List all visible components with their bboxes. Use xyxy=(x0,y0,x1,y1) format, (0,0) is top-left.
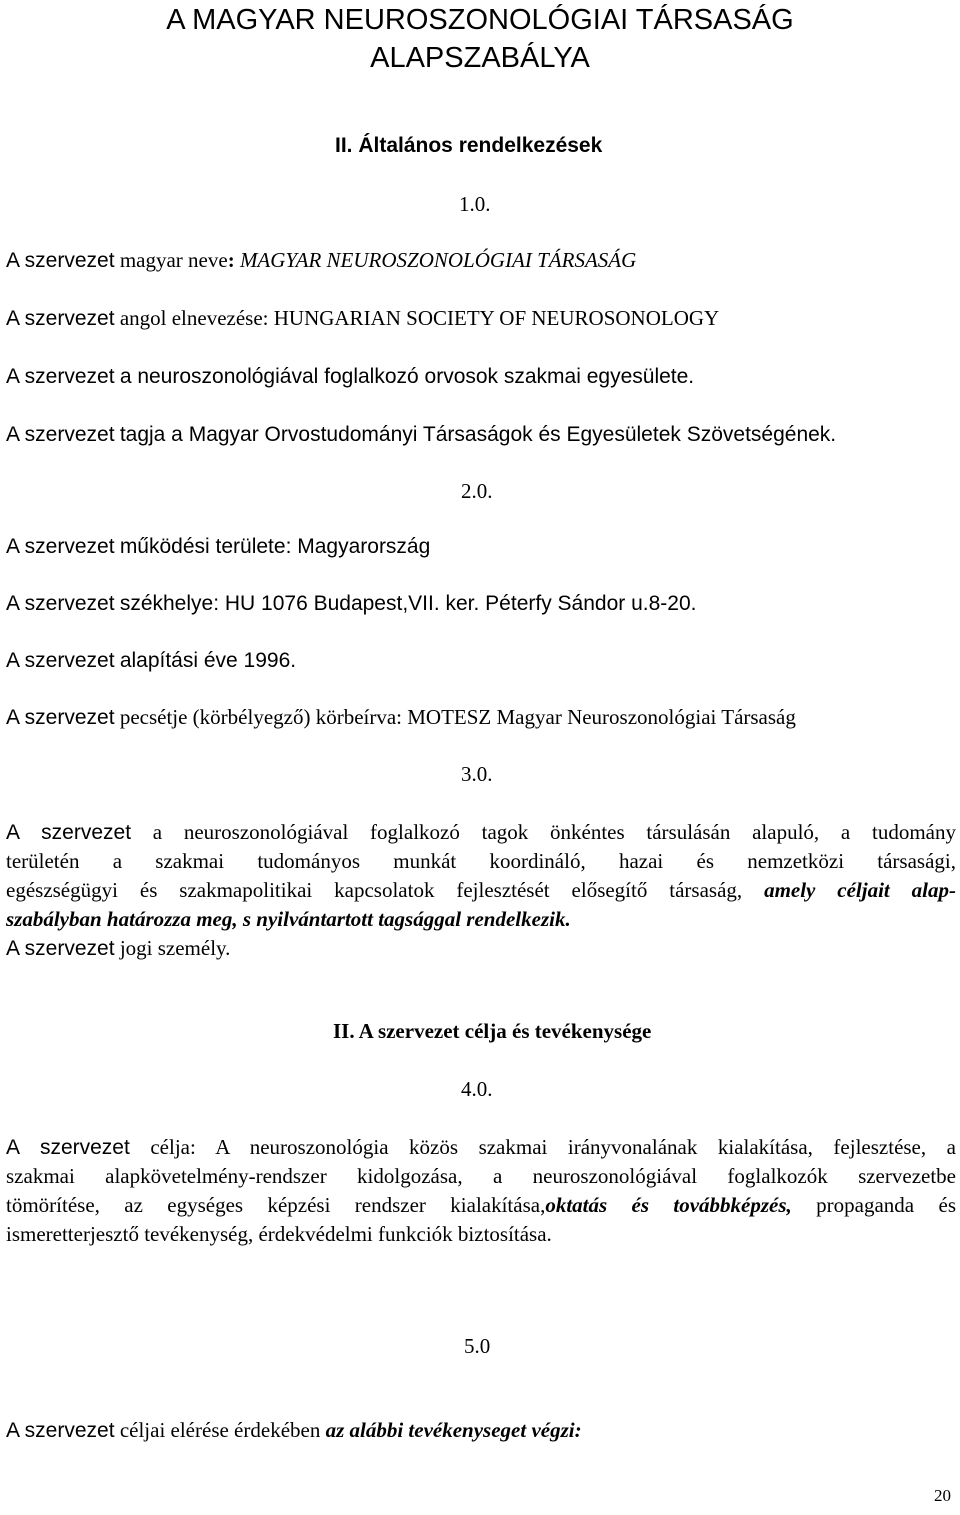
name-label: magyar neve xyxy=(119,248,228,272)
section-number-2-0: 2.0. xyxy=(461,479,493,503)
section-number-4-0: 4.0. xyxy=(461,1077,493,1101)
p3-line3-text: egészségügyi és szakmapolitikai kapcsolatok fejlesztését elősegítő társaság, xyxy=(6,878,765,902)
line-founded xyxy=(6,648,296,673)
line-english-name xyxy=(6,306,719,331)
p3-line4-emphasis: szabályban határozza meg, s nyilvántartott tagsággal rendelkezik. xyxy=(6,907,571,931)
line-seal xyxy=(6,705,796,730)
org-label: A szervezet xyxy=(6,249,115,272)
p5-text: céljai elérése érdekében xyxy=(114,1418,326,1442)
org-label: A szervezet xyxy=(6,821,132,844)
page-number: 20 xyxy=(934,1486,951,1505)
seat-text: székhelye: HU 1076 Budapest,VII. ker. Péterfy Sándor u.8-20. xyxy=(119,592,697,615)
section-number-5-0: 5.0 xyxy=(464,1334,491,1358)
org-label: A szervezet xyxy=(6,307,115,330)
p3-line2-text: területén a szakmai tudományos munkát koordináló, hazai és nemzetközi társasági, xyxy=(6,849,956,873)
line-activities-intro xyxy=(6,1418,582,1443)
org-label: A szervezet xyxy=(6,706,115,729)
p4-line3-end: propaganda és xyxy=(791,1193,956,1217)
paragraph-3-0 xyxy=(6,818,956,963)
line-association-type xyxy=(6,364,694,389)
org-label: A szervezet xyxy=(6,365,115,388)
line-operating-area xyxy=(6,534,430,559)
org-label: A szervezet xyxy=(6,1419,115,1442)
english-label: angol elnevezése: xyxy=(119,306,274,330)
org-label: A szervezet xyxy=(6,1136,130,1159)
seal-text: pecsétje (körbélyegző) körbeírva: MOTESZ Magyar Neuroszonológiai Társaság xyxy=(119,705,796,729)
p4-line2-text: szakmai alapkövetelmény-rendszer kidolgozása, a neuroszonológiával foglalkozók szervezetbe xyxy=(6,1164,956,1188)
english-name-value: HUNGARIAN SOCIETY OF NEUROSONOLOGY xyxy=(273,306,720,330)
section-heading-general: II. Általános rendelkezések xyxy=(335,134,603,157)
document-title-line1: A MAGYAR NEUROSZONOLÓGIAI TÁRSASÁG xyxy=(166,4,794,36)
p3-line3-emphasis: amely céljait alap- xyxy=(764,878,956,902)
section-number-1-0: 1.0. xyxy=(459,192,491,216)
line-membership xyxy=(6,422,836,447)
org-label: A szervezet xyxy=(6,535,115,558)
line-hungarian-name xyxy=(6,248,636,273)
paragraph-4-0 xyxy=(6,1133,956,1249)
p4-line4-text: ismeretterjesztő tevékenység, érdekvédelmi funkciók biztosítása. xyxy=(6,1222,552,1246)
org-label: A szervezet xyxy=(6,937,115,960)
org-label: A szervezet xyxy=(6,649,115,672)
p3-line1-text: a neuroszonológiával foglalkozó tagok önkéntes társulásán alapuló, a tudomány xyxy=(131,820,956,844)
membership-text: tagja a Magyar Orvostudományi Társaságok és Egyesületek Szövetségének. xyxy=(119,423,837,446)
org-label: A szervezet xyxy=(6,592,115,615)
legal-person-text: jogi személy. xyxy=(119,936,231,960)
section-heading-purpose: II. A szervezet célja és tevékenysége xyxy=(333,1019,652,1043)
p4-line3-emphasis: oktatás és továbbképzés, xyxy=(545,1193,792,1217)
document-title-line2: ALAPSZABÁLYA xyxy=(370,42,590,74)
p5-emphasis: az alábbi tevékenyseget végzi: xyxy=(325,1418,582,1442)
line-seat xyxy=(6,591,696,616)
org-label: A szervezet xyxy=(6,423,115,446)
operating-area-text: működési területe: Magyarország xyxy=(119,535,431,558)
p4-line3-text: tömörítése, az egységes képzési rendszer kialakítása, xyxy=(6,1193,546,1217)
section-number-3-0: 3.0. xyxy=(461,762,493,786)
hungarian-name-value: MAGYAR NEUROSZONOLÓGIAI TÁRSASÁG xyxy=(239,248,637,272)
association-type-text: a neuroszonológiával foglalkozó orvosok szakmai egyesülete. xyxy=(119,365,695,388)
name-colon: : xyxy=(227,248,235,272)
founded-text: alapítási éve 1996. xyxy=(119,649,297,672)
p4-line1-text: célja: A neuroszonológia közös szakmai irányvonalának kialakítása, fejlesztése, a xyxy=(129,1135,956,1159)
